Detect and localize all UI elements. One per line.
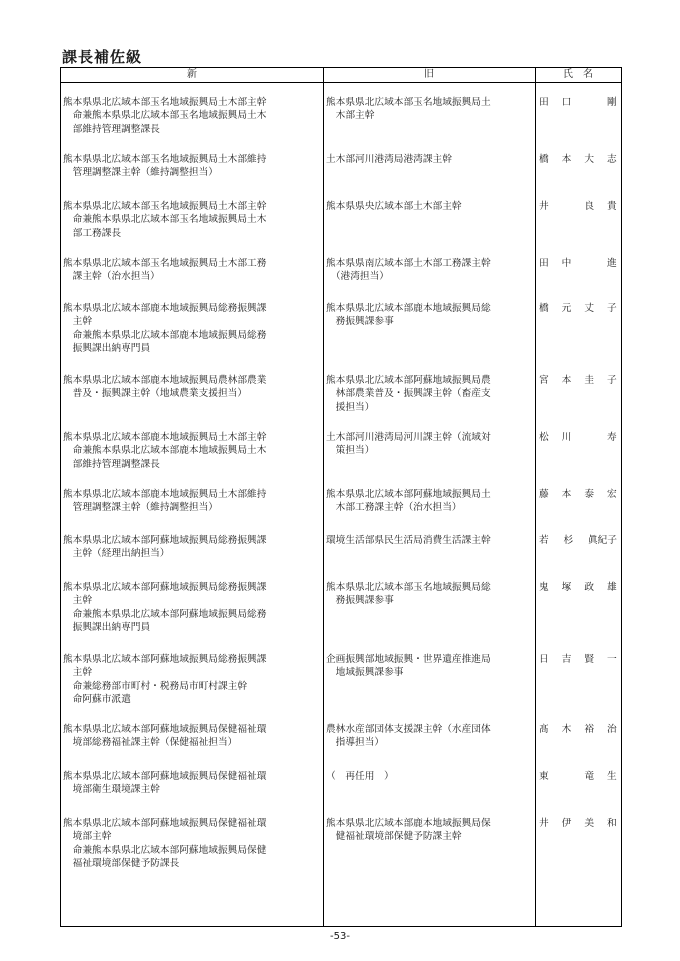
person-name bbox=[539, 534, 619, 547]
name-char: 和 bbox=[606, 818, 617, 829]
name-char: 一 bbox=[606, 654, 617, 665]
name-char bbox=[584, 431, 594, 444]
header-new: 新 bbox=[187, 69, 197, 80]
name-char: 若 bbox=[539, 535, 549, 546]
person-name bbox=[539, 153, 619, 166]
person-name bbox=[539, 302, 619, 315]
name-char: 政 bbox=[584, 582, 594, 593]
name-char: 塚 bbox=[561, 582, 572, 593]
new-position: 熊本県県北広域本部玉名地域振興局土木部主幹 命兼熊本県県北広域本部玉名地域振興局土木 部工務課長 bbox=[63, 201, 267, 239]
personnel-table bbox=[60, 67, 622, 927]
person-name bbox=[539, 770, 619, 783]
person-name bbox=[539, 96, 619, 109]
old-position: 農林水産部団体支援課主幹（水産団体 指導担当） bbox=[326, 724, 491, 749]
name-char: 眞紀子 bbox=[587, 535, 617, 546]
name-char: 大 bbox=[584, 154, 594, 165]
name-char: 木 bbox=[561, 724, 572, 735]
new-position: 熊本県県北広域本部鹿本地域振興局土木部維持 管理調整課主幹（維持調整担当） bbox=[63, 489, 267, 514]
name-char bbox=[584, 257, 594, 270]
name-char: 伊 bbox=[561, 818, 572, 829]
person-name bbox=[539, 200, 619, 213]
header-old: 旧 bbox=[424, 69, 434, 80]
name-char: 宏 bbox=[606, 489, 617, 500]
name-char: 鬼 bbox=[539, 582, 549, 593]
new-position: 熊本県県北広域本部鹿本地域振興局総務振興課 主幹 命兼熊本県県北広域本部鹿本地域振興局総務 振興課出納専門員 bbox=[63, 303, 267, 355]
old-position: 土木部河川港湾局港湾課主幹 bbox=[326, 154, 452, 165]
name-char: 賢 bbox=[584, 654, 594, 665]
person-name bbox=[539, 817, 619, 830]
name-char: 志 bbox=[606, 154, 617, 165]
name-char: 東 bbox=[539, 771, 549, 782]
person-name bbox=[539, 653, 619, 666]
page-title: 課長補佐級 bbox=[62, 48, 143, 66]
new-position: 熊本県県北広域本部阿蘇地域振興局総務振興課 主幹（経理出納担当） bbox=[63, 535, 267, 560]
name-char: 圭 bbox=[584, 375, 594, 386]
old-position: 熊本県県北広域本部玉名地域振興局土 木部主幹 bbox=[326, 97, 491, 122]
name-char: 貴 bbox=[606, 201, 617, 212]
new-position: 熊本県県北広域本部玉名地域振興局土木部工務 課主幹（治水担当） bbox=[63, 258, 267, 283]
name-char: 日 bbox=[539, 654, 549, 665]
person-name bbox=[539, 488, 619, 501]
name-char: 宮 bbox=[539, 375, 549, 386]
name-char: 口 bbox=[561, 97, 572, 108]
column-divider bbox=[323, 68, 324, 926]
name-char: 髙 bbox=[539, 724, 549, 735]
old-position: 熊本県県北広域本部玉名地域振興局総 務振興課参事 bbox=[326, 582, 491, 607]
name-char: 泰 bbox=[584, 489, 594, 500]
name-char: 吉 bbox=[561, 654, 572, 665]
name-char: 良 bbox=[584, 201, 594, 212]
name-char: 井 bbox=[539, 201, 549, 212]
name-char: 進 bbox=[606, 258, 617, 269]
name-char: 本 bbox=[561, 375, 572, 386]
name-char: 田 bbox=[539, 97, 549, 108]
new-position: 熊本県県北広域本部阿蘇地域振興局保健福祉環 境部衛生環境課主幹 bbox=[63, 771, 267, 796]
header-name: 氏 名 bbox=[563, 69, 593, 80]
name-char: 橋 bbox=[539, 154, 549, 165]
name-char bbox=[562, 770, 572, 783]
new-position: 熊本県県北広域本部阿蘇地域振興局総務振興課 主幹 命兼総務部市町村・税務局市町村課主幹 命阿蘇市派遣 bbox=[63, 654, 267, 706]
new-position: 熊本県県北広域本部鹿本地域振興局土木部主幹 命兼熊本県県北広域本部鹿本地域振興局土木 部維持管理調整課長 bbox=[63, 432, 267, 470]
name-char bbox=[584, 96, 594, 109]
person-name bbox=[539, 723, 619, 736]
old-position: 土木部河川港湾局河川課主幹（流域対 策担当） bbox=[326, 432, 491, 457]
old-position: 熊本県県北広域本部阿蘇地域振興局農 林部農業普及・振興課主幹（畜産支 援担当） bbox=[326, 375, 491, 413]
name-char: 藤 bbox=[539, 489, 549, 500]
page-number: -53- bbox=[330, 931, 350, 942]
column-divider bbox=[535, 68, 536, 926]
name-char: 生 bbox=[606, 771, 617, 782]
name-char: 杉 bbox=[563, 535, 574, 546]
old-position: 熊本県県北広域本部鹿本地域振興局総 務振興課参事 bbox=[326, 303, 491, 328]
header-divider bbox=[61, 82, 621, 83]
person-name bbox=[539, 374, 619, 387]
old-position: 熊本県県南広域本部土木部工務課主幹 （港湾担当） bbox=[326, 258, 491, 283]
old-position: 熊本県県央広域本部土木部主幹 bbox=[326, 201, 462, 212]
name-char: 雄 bbox=[606, 582, 617, 593]
name-char: 田 bbox=[539, 258, 549, 269]
name-char: 子 bbox=[606, 303, 617, 314]
name-char: 松 bbox=[539, 432, 549, 443]
old-position: 環境生活部県民生活局消費生活課主幹 bbox=[326, 535, 491, 546]
new-position: 熊本県県北広域本部鹿本地域振興局農林部農業 普及・振興課主幹（地域農業支援担当） bbox=[63, 375, 267, 400]
person-name bbox=[539, 257, 619, 270]
old-position: 熊本県県北広域本部鹿本地域振興局保 健福祉環境部保健予防課主幹 bbox=[326, 818, 491, 843]
old-position: （ 再任用 ） bbox=[326, 771, 394, 782]
new-position: 熊本県県北広域本部阿蘇地域振興局保健福祉環 境部総務福祉課主幹（保健福祉担当） bbox=[63, 724, 267, 749]
name-char: 子 bbox=[606, 375, 617, 386]
new-position: 熊本県県北広域本部阿蘇地域振興局総務振興課 主幹 命兼熊本県県北広域本部阿蘇地域振興局総務 振興課出納専門員 bbox=[63, 582, 267, 634]
name-char: 裕 bbox=[584, 724, 594, 735]
name-char: 中 bbox=[561, 258, 572, 269]
old-position: 熊本県県北広域本部阿蘇地域振興局土 木部工務課主幹（治水担当） bbox=[326, 489, 491, 514]
person-name bbox=[539, 581, 619, 594]
name-char bbox=[562, 200, 572, 213]
person-name bbox=[539, 431, 619, 444]
name-char: 井 bbox=[539, 818, 549, 829]
name-char: 元 bbox=[561, 303, 572, 314]
new-position: 熊本県県北広域本部玉名地域振興局土木部主幹 命兼熊本県県北広域本部玉名地域振興局土木 部維持管理調整課長 bbox=[63, 97, 267, 135]
name-char: 丈 bbox=[584, 303, 594, 314]
name-char: 橋 bbox=[539, 303, 549, 314]
name-char: 竜 bbox=[584, 771, 594, 782]
name-char: 本 bbox=[561, 489, 572, 500]
old-position: 企画振興部地域振興・世界遺産推進局 地域振興課参事 bbox=[326, 654, 491, 679]
name-char: 本 bbox=[561, 154, 572, 165]
name-char: 寿 bbox=[606, 432, 617, 443]
name-char: 美 bbox=[584, 818, 594, 829]
new-position: 熊本県県北広域本部玉名地域振興局土木部維持 管理調整課主幹（維持調整担当） bbox=[63, 154, 267, 179]
name-char: 川 bbox=[561, 432, 572, 443]
name-char: 剛 bbox=[606, 97, 617, 108]
name-char: 治 bbox=[606, 724, 617, 735]
new-position: 熊本県県北広域本部阿蘇地域振興局保健福祉環 境部主幹 命兼熊本県県北広域本部阿蘇地域振興局保健 福祉環境部保健予防課長 bbox=[63, 818, 267, 870]
